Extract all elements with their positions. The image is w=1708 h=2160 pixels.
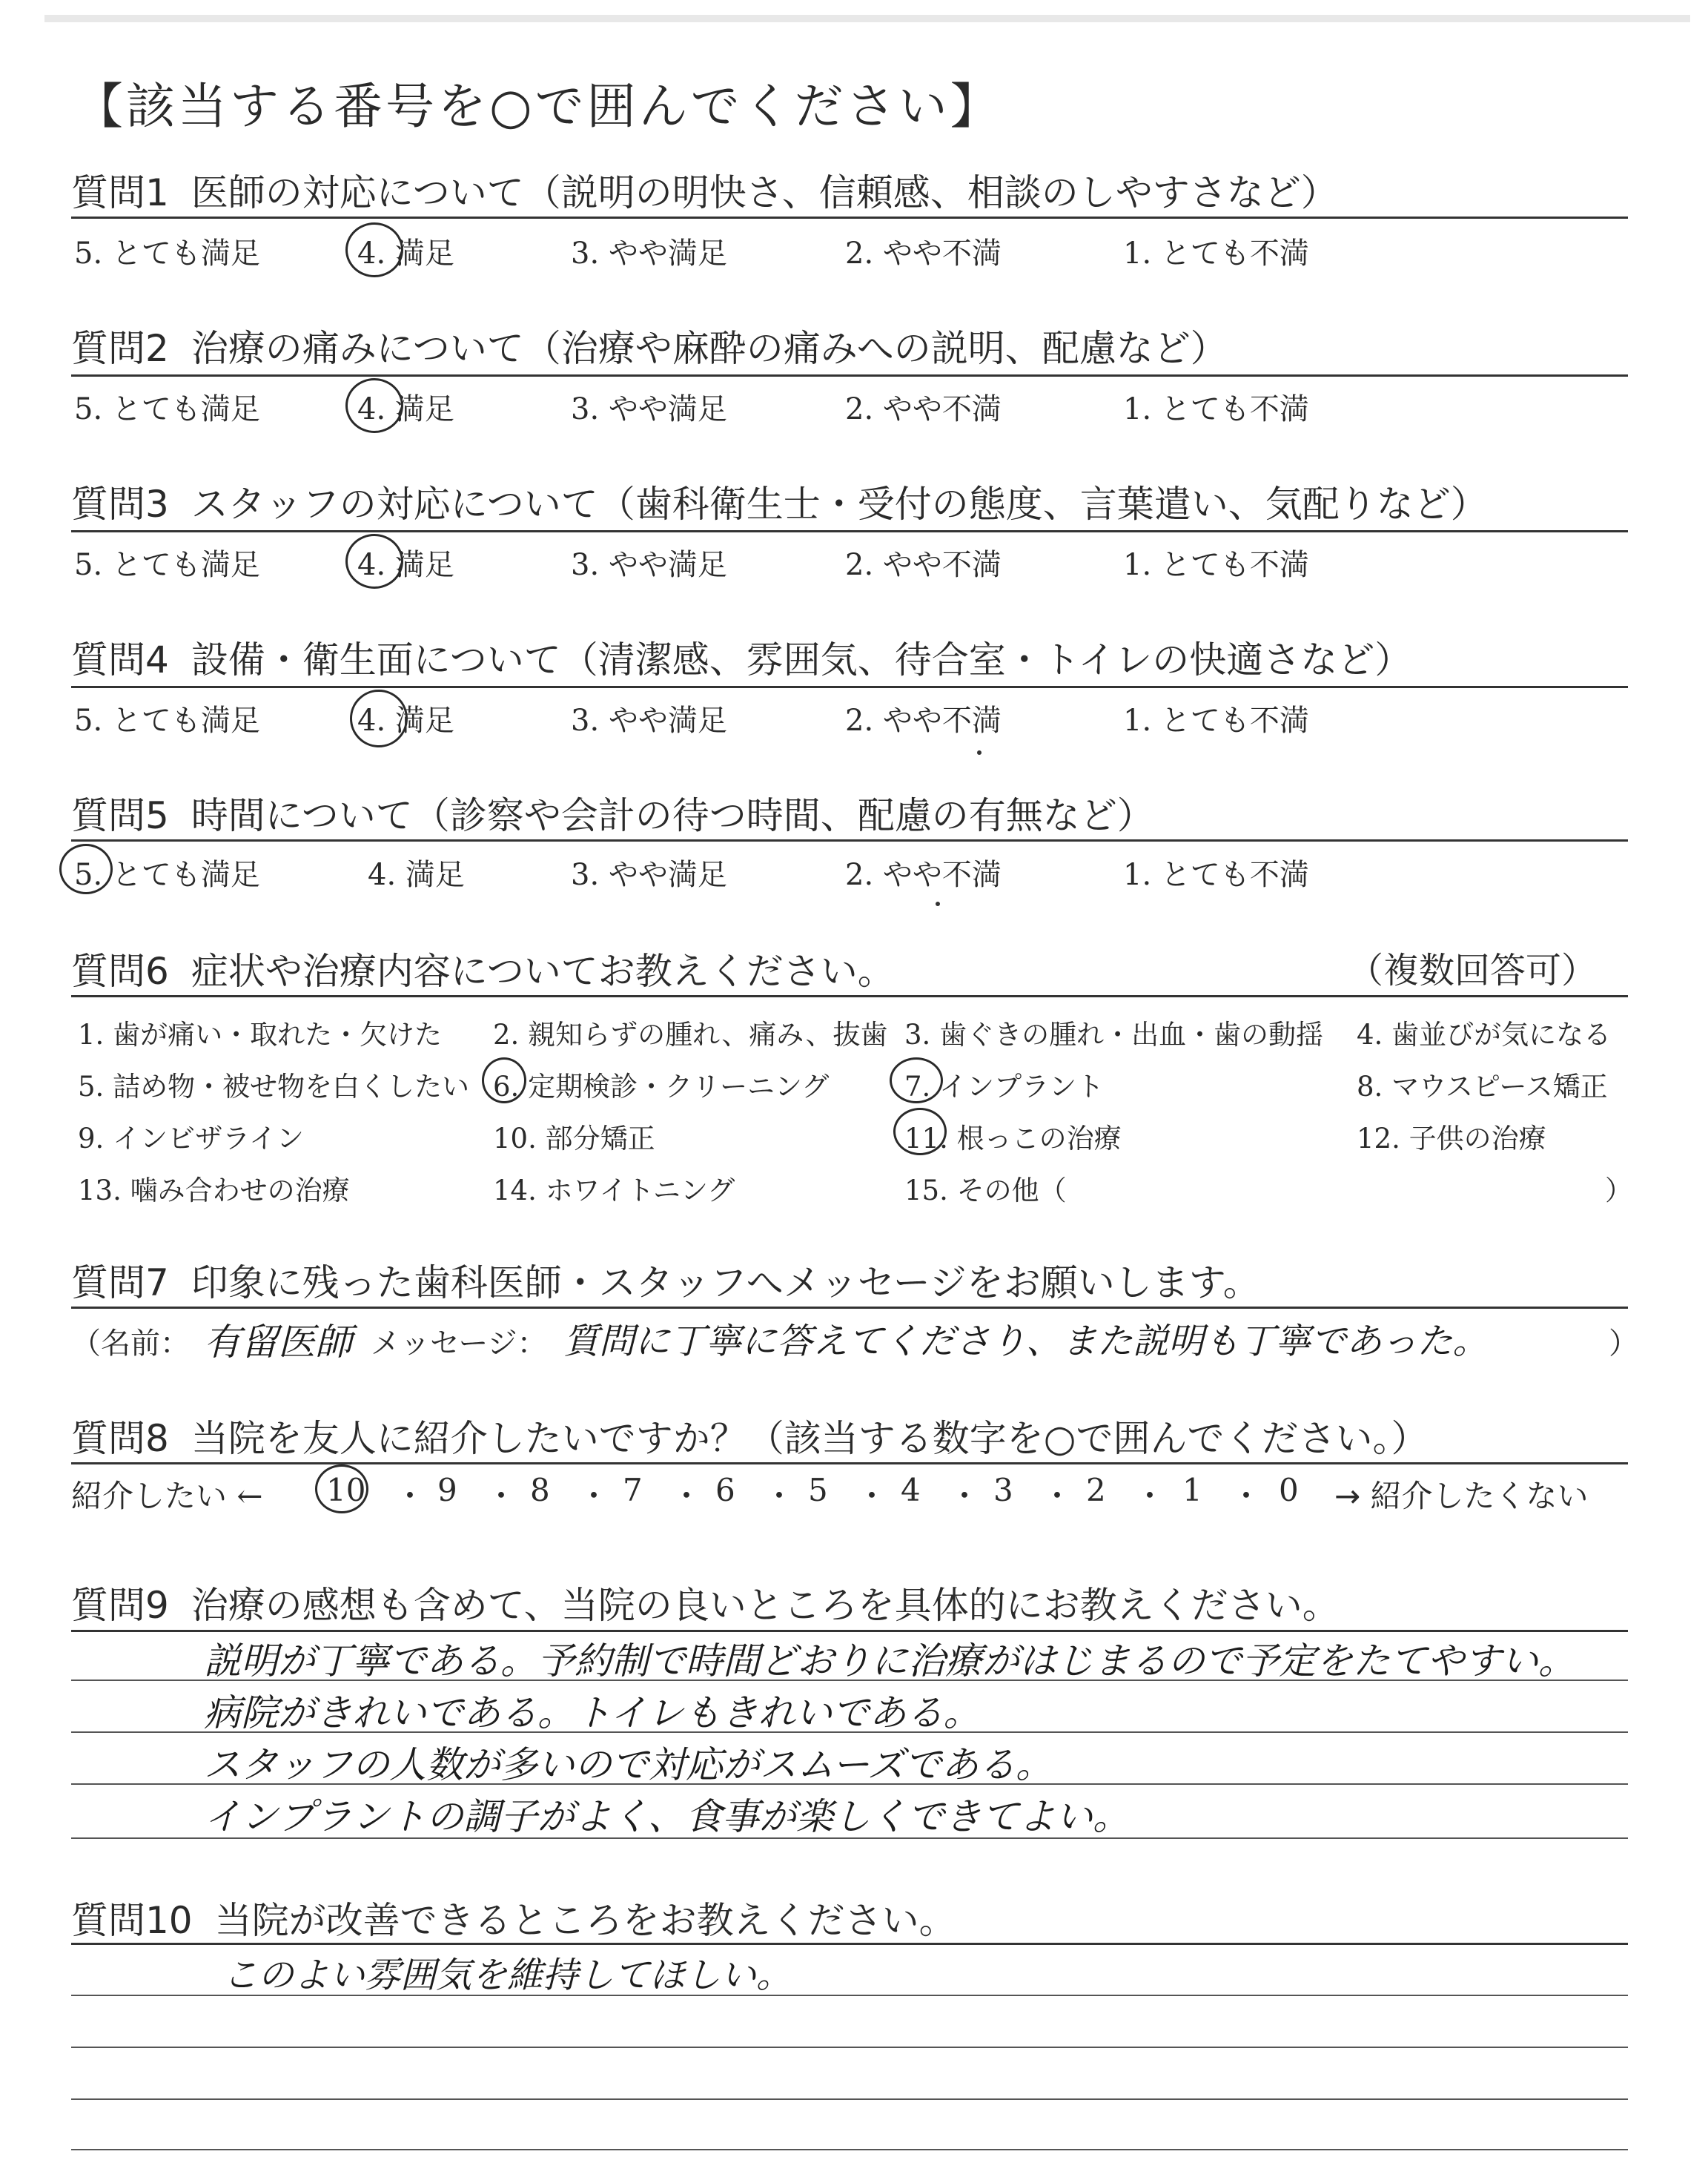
q6-option-3[interactable]: 3. 歯ぐきの腫れ・出血・歯の動揺 <box>904 1019 1324 1051</box>
message-label: メッセージ： <box>371 1327 547 1361</box>
q6-option-9[interactable]: 9. インビザライン <box>78 1123 304 1155</box>
q9-answer-line-1[interactable]: 説明が丁寧である。予約制で時間どおりに治療がはじまるので予定をたてやすい。 <box>204 1639 1575 1682</box>
q4-option-5[interactable]: 5. とても満足 <box>74 704 260 738</box>
question-number: 質問6 <box>71 950 169 993</box>
q6-option-15-close: ） <box>1605 1175 1632 1206</box>
q6-option-7[interactable]: 7. インプラント <box>904 1071 1105 1103</box>
q6-option-8[interactable]: 8. マウスピース矯正 <box>1357 1071 1608 1103</box>
q6-option-10[interactable]: 10. 部分矯正 <box>493 1123 655 1155</box>
message-close: ） <box>1609 1327 1638 1361</box>
divider <box>71 1943 1628 1945</box>
q3-option-2[interactable]: 2. やや不満 <box>845 548 1002 582</box>
name-handwritten[interactable]: 有留医師 <box>204 1321 352 1364</box>
q2-option-5[interactable]: 5. とても満足 <box>74 392 260 426</box>
q4-option-2[interactable]: 2. やや不満 <box>845 704 1002 738</box>
question-text: 治療の痛みについて（治療や麻酔の痛みへの説明、配慮など） <box>191 327 1228 370</box>
scale-2[interactable]: 2 <box>1086 1472 1106 1508</box>
divider <box>71 995 1628 997</box>
recommend-right-label: → 紹介したくない <box>1334 1478 1589 1514</box>
question-number: 質問1 <box>71 171 169 214</box>
question-text: 当院が改善できるところをお教えください。 <box>214 1899 956 1942</box>
q6-selection-circle <box>890 1057 943 1103</box>
question-number: 質問2 <box>71 327 169 370</box>
q1-option-2[interactable]: 2. やや不満 <box>845 237 1002 271</box>
scale-0[interactable]: 0 <box>1279 1472 1299 1508</box>
question-text: スタッフの対応について（歯科衛生士・受付の態度、言葉遣い、気配りなど） <box>191 483 1488 526</box>
scale-6[interactable]: 6 <box>715 1472 735 1508</box>
answer-line <box>71 2098 1628 2100</box>
question-text: 時間について（診察や会計の待つ時間、配慮の有無など） <box>191 794 1154 837</box>
q9-answer-line-2[interactable]: 病院がきれいである。トイレもきれいである。 <box>204 1691 981 1734</box>
q6-selection-circle <box>482 1057 526 1103</box>
divider <box>71 686 1628 688</box>
q3-option-4[interactable]: 4. 満足 <box>357 548 454 582</box>
answer-line <box>71 2047 1628 2048</box>
divider <box>71 839 1628 842</box>
q6-option-5[interactable]: 5. 詰め物・被せ物を白くしたい <box>78 1071 470 1103</box>
question-4-heading <box>71 630 1411 684</box>
scale-dot: ・ <box>394 1478 426 1514</box>
scale-dot: ・ <box>1042 1478 1073 1514</box>
scale-1[interactable]: 1 <box>1182 1472 1202 1508</box>
q5-option-2[interactable]: 2. やや不満 <box>845 858 1002 892</box>
scale-dot: ・ <box>1231 1478 1262 1514</box>
q6-option-15[interactable]: 15. その他（ <box>904 1175 1067 1206</box>
q9-answer-line-4[interactable]: インプラントの調子がよく、食事が楽しくできてよい。 <box>204 1795 1130 1838</box>
stray-mark <box>936 902 940 906</box>
page-title: 【該当する番号を○で囲んでください】 <box>74 78 1002 135</box>
scale-5[interactable]: 5 <box>808 1472 828 1508</box>
q2-option-1[interactable]: 1. とても不満 <box>1123 392 1309 426</box>
divider <box>71 1462 1628 1464</box>
recommend-left-label: 紹介したい ← <box>71 1478 263 1514</box>
question-3-heading <box>71 475 1488 528</box>
question-7-heading <box>71 1253 1260 1307</box>
q6-option-12[interactable]: 12. 子供の治療 <box>1357 1123 1546 1155</box>
q5-selection-circle <box>59 844 113 894</box>
multiple-answers-note: （複数回答可） <box>1347 950 1597 991</box>
question-8-heading <box>71 1409 1428 1462</box>
scale-10[interactable]: 10 <box>326 1472 366 1508</box>
question-number: 質問4 <box>71 638 169 681</box>
divider <box>71 217 1628 219</box>
q4-option-1[interactable]: 1. とても不満 <box>1123 704 1309 738</box>
scale-dot: ・ <box>1134 1478 1166 1514</box>
q4-option-4[interactable]: 4. 満足 <box>357 704 454 738</box>
q6-option-13[interactable]: 13. 噛み合わせの治療 <box>78 1175 350 1206</box>
message-handwritten[interactable]: 質問に丁寧に答えてくださり、また説明も丁寧であった。 <box>563 1321 1489 1362</box>
scale-4[interactable]: 4 <box>901 1472 921 1508</box>
q5-option-1[interactable]: 1. とても不満 <box>1123 858 1309 892</box>
scale-dot: ・ <box>671 1478 703 1514</box>
q3-option-1[interactable]: 1. とても不満 <box>1123 548 1309 582</box>
stray-mark <box>977 750 982 755</box>
divider <box>71 530 1628 532</box>
q1-option-1[interactable]: 1. とても不満 <box>1123 237 1309 271</box>
question-text: 設備・衛生面について（清潔感、雰囲気、待合室・トイレの快適さなど） <box>191 638 1412 681</box>
q6-selection-circle <box>893 1108 947 1155</box>
q6-option-4[interactable]: 4. 歯並びが気になる <box>1357 1019 1612 1051</box>
q6-option-1[interactable]: 1. 歯が痛い・取れた・欠けた <box>78 1019 443 1051</box>
q2-option-4[interactable]: 4. 満足 <box>357 392 454 426</box>
question-1-heading <box>71 163 1338 217</box>
scale-selection-circle <box>315 1464 368 1513</box>
scale-dot: ・ <box>764 1478 795 1514</box>
name-label: （名前： <box>71 1327 190 1361</box>
question-text: 当院を友人に紹介したいですか？（該当する数字を○で囲んでください。） <box>191 1417 1429 1460</box>
question-number: 質問5 <box>71 794 169 837</box>
q6-option-2[interactable]: 2. 親知らずの腫れ、痛み、抜歯 <box>493 1019 888 1051</box>
answer-line <box>71 2149 1628 2150</box>
q1-option-4[interactable]: 4. 満足 <box>357 237 454 271</box>
question-text: 印象に残った歯科医師・スタッフへメッセージをお願いします。 <box>191 1261 1260 1304</box>
question-9-heading <box>71 1576 1340 1629</box>
q5-option-5[interactable]: 5. とても満足 <box>74 858 260 892</box>
q2-option-2[interactable]: 2. やや不満 <box>845 392 1002 426</box>
q6-option-6[interactable]: 6. 定期検診・クリーニング <box>493 1071 830 1103</box>
question-2-heading <box>71 319 1228 372</box>
scale-dot: ・ <box>856 1478 888 1514</box>
q3-option-3[interactable]: 3. やや満足 <box>571 548 727 582</box>
question-6-heading <box>71 942 895 995</box>
q5-option-4[interactable]: 4. 満足 <box>368 858 465 892</box>
q1-option-3[interactable]: 3. やや満足 <box>571 237 727 271</box>
question-10-heading <box>71 1891 956 1944</box>
q3-selection-circle <box>345 534 403 589</box>
q2-selection-circle <box>345 378 403 433</box>
question-text: 医師の対応について（説明の明快さ、信頼感、相談のしやすさなど） <box>191 171 1338 214</box>
question-number: 質問9 <box>71 1584 169 1627</box>
q10-answer-line-1[interactable]: このよい雰囲気を維持してほしい。 <box>222 1955 792 1996</box>
scale-7[interactable]: 7 <box>623 1472 643 1508</box>
scale-dot: ・ <box>949 1478 981 1514</box>
q4-selection-circle <box>350 690 408 747</box>
q4-option-3[interactable]: 3. やや満足 <box>571 704 727 738</box>
scale-3[interactable]: 3 <box>993 1472 1013 1508</box>
question-number: 質問10 <box>71 1899 193 1942</box>
question-number: 質問3 <box>71 483 169 526</box>
question-number: 質問8 <box>71 1417 169 1460</box>
question-text: 症状や治療内容についてお教えください。 <box>191 950 895 993</box>
q9-answer-line-3[interactable]: スタッフの人数が多いので対応がスムーズである。 <box>204 1743 1053 1786</box>
q2-option-3[interactable]: 3. やや満足 <box>571 392 727 426</box>
q6-option-14[interactable]: 14. ホワイトニング <box>493 1175 735 1206</box>
scan-edge <box>44 15 1690 22</box>
q5-option-3[interactable]: 3. やや満足 <box>571 858 727 892</box>
q1-selection-circle <box>345 222 403 277</box>
question-text: 治療の感想も含めて、当院の良いところを具体的にお教えください。 <box>191 1584 1340 1627</box>
q3-option-5[interactable]: 5. とても満足 <box>74 548 260 582</box>
q1-option-5[interactable]: 5. とても満足 <box>74 237 260 271</box>
question-5-heading <box>71 786 1154 839</box>
scale-8[interactable]: 8 <box>530 1472 550 1508</box>
divider <box>71 1307 1628 1309</box>
question-number: 質問7 <box>71 1261 169 1304</box>
scale-dot: ・ <box>578 1478 610 1514</box>
q6-option-11[interactable]: 11. 根っこの治療 <box>904 1123 1122 1155</box>
scale-9[interactable]: 9 <box>437 1472 457 1508</box>
scale-dot: ・ <box>486 1478 517 1514</box>
divider <box>71 374 1628 377</box>
